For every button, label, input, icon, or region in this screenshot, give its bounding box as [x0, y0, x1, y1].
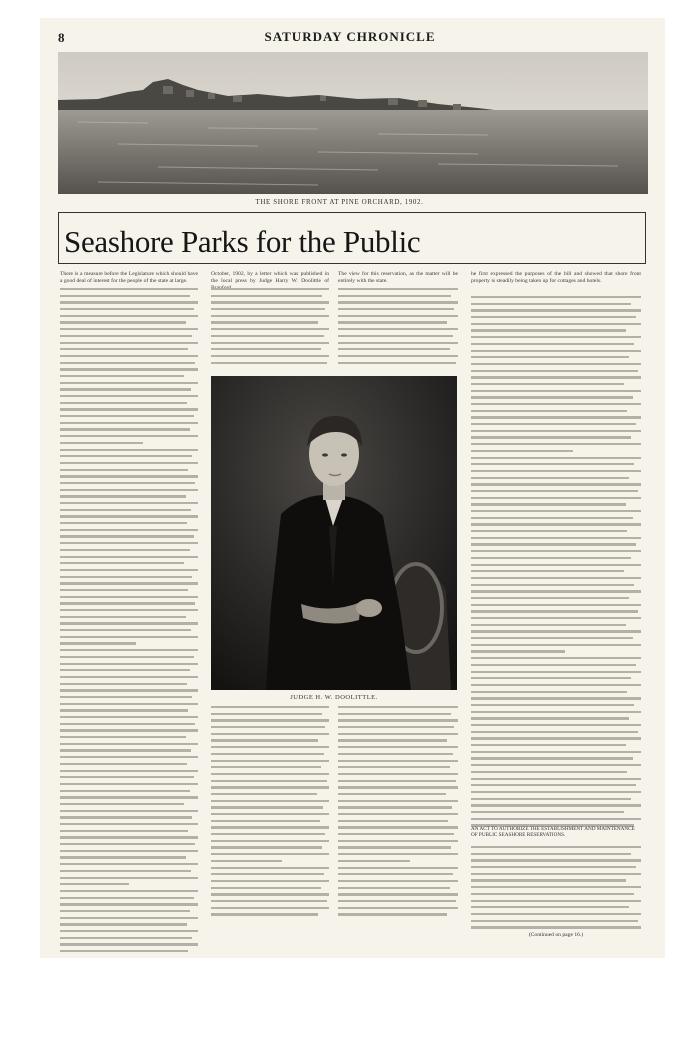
- continued-note: (Continued on page 16.): [528, 932, 584, 938]
- shore-photo: [58, 52, 648, 194]
- column-2-text: [211, 288, 329, 368]
- column-1-lead: There is a measure before the Legislature which should have a good deal of interest for the people of the state at large.: [60, 271, 198, 284]
- portrait-caption: JUDGE H. W. DOOLITTLE.: [290, 694, 378, 701]
- bill-text: [471, 846, 641, 928]
- masthead: SATURDAY CHRONICLE: [264, 29, 436, 44]
- column-4-text: [471, 296, 641, 820]
- column-2-lead: October, 1902, by a letter which was published in the local press by Judge Harry W. Doolittle of: [211, 271, 329, 284]
- column-3-lead: The view for this reservation, as the matter will be entirely with the state.: [338, 271, 458, 284]
- column-4-lead: he first expressed the purposes of the bill and showed that shore front property is steadily being taken up for cottages and hotels.: [471, 271, 641, 284]
- column-2-lower-text: [211, 706, 329, 916]
- page-number: 8: [58, 30, 65, 45]
- column-3-text: [338, 288, 458, 368]
- headline: Seashore Parks for the Public: [64, 224, 421, 259]
- bill-title: AN ACT TO AUTHORIZE THE ESTABLISHMENT AND MAINTENANCE OF PUBLIC SEASHORE RESERVATIONS.: [471, 826, 635, 839]
- column-3-lower-text: [338, 706, 458, 916]
- column-1-text: [60, 288, 198, 908]
- shore-photo-caption: THE SHORE FRONT AT PINE ORCHARD, 1902.: [255, 198, 424, 206]
- portrait-photo: [211, 376, 457, 690]
